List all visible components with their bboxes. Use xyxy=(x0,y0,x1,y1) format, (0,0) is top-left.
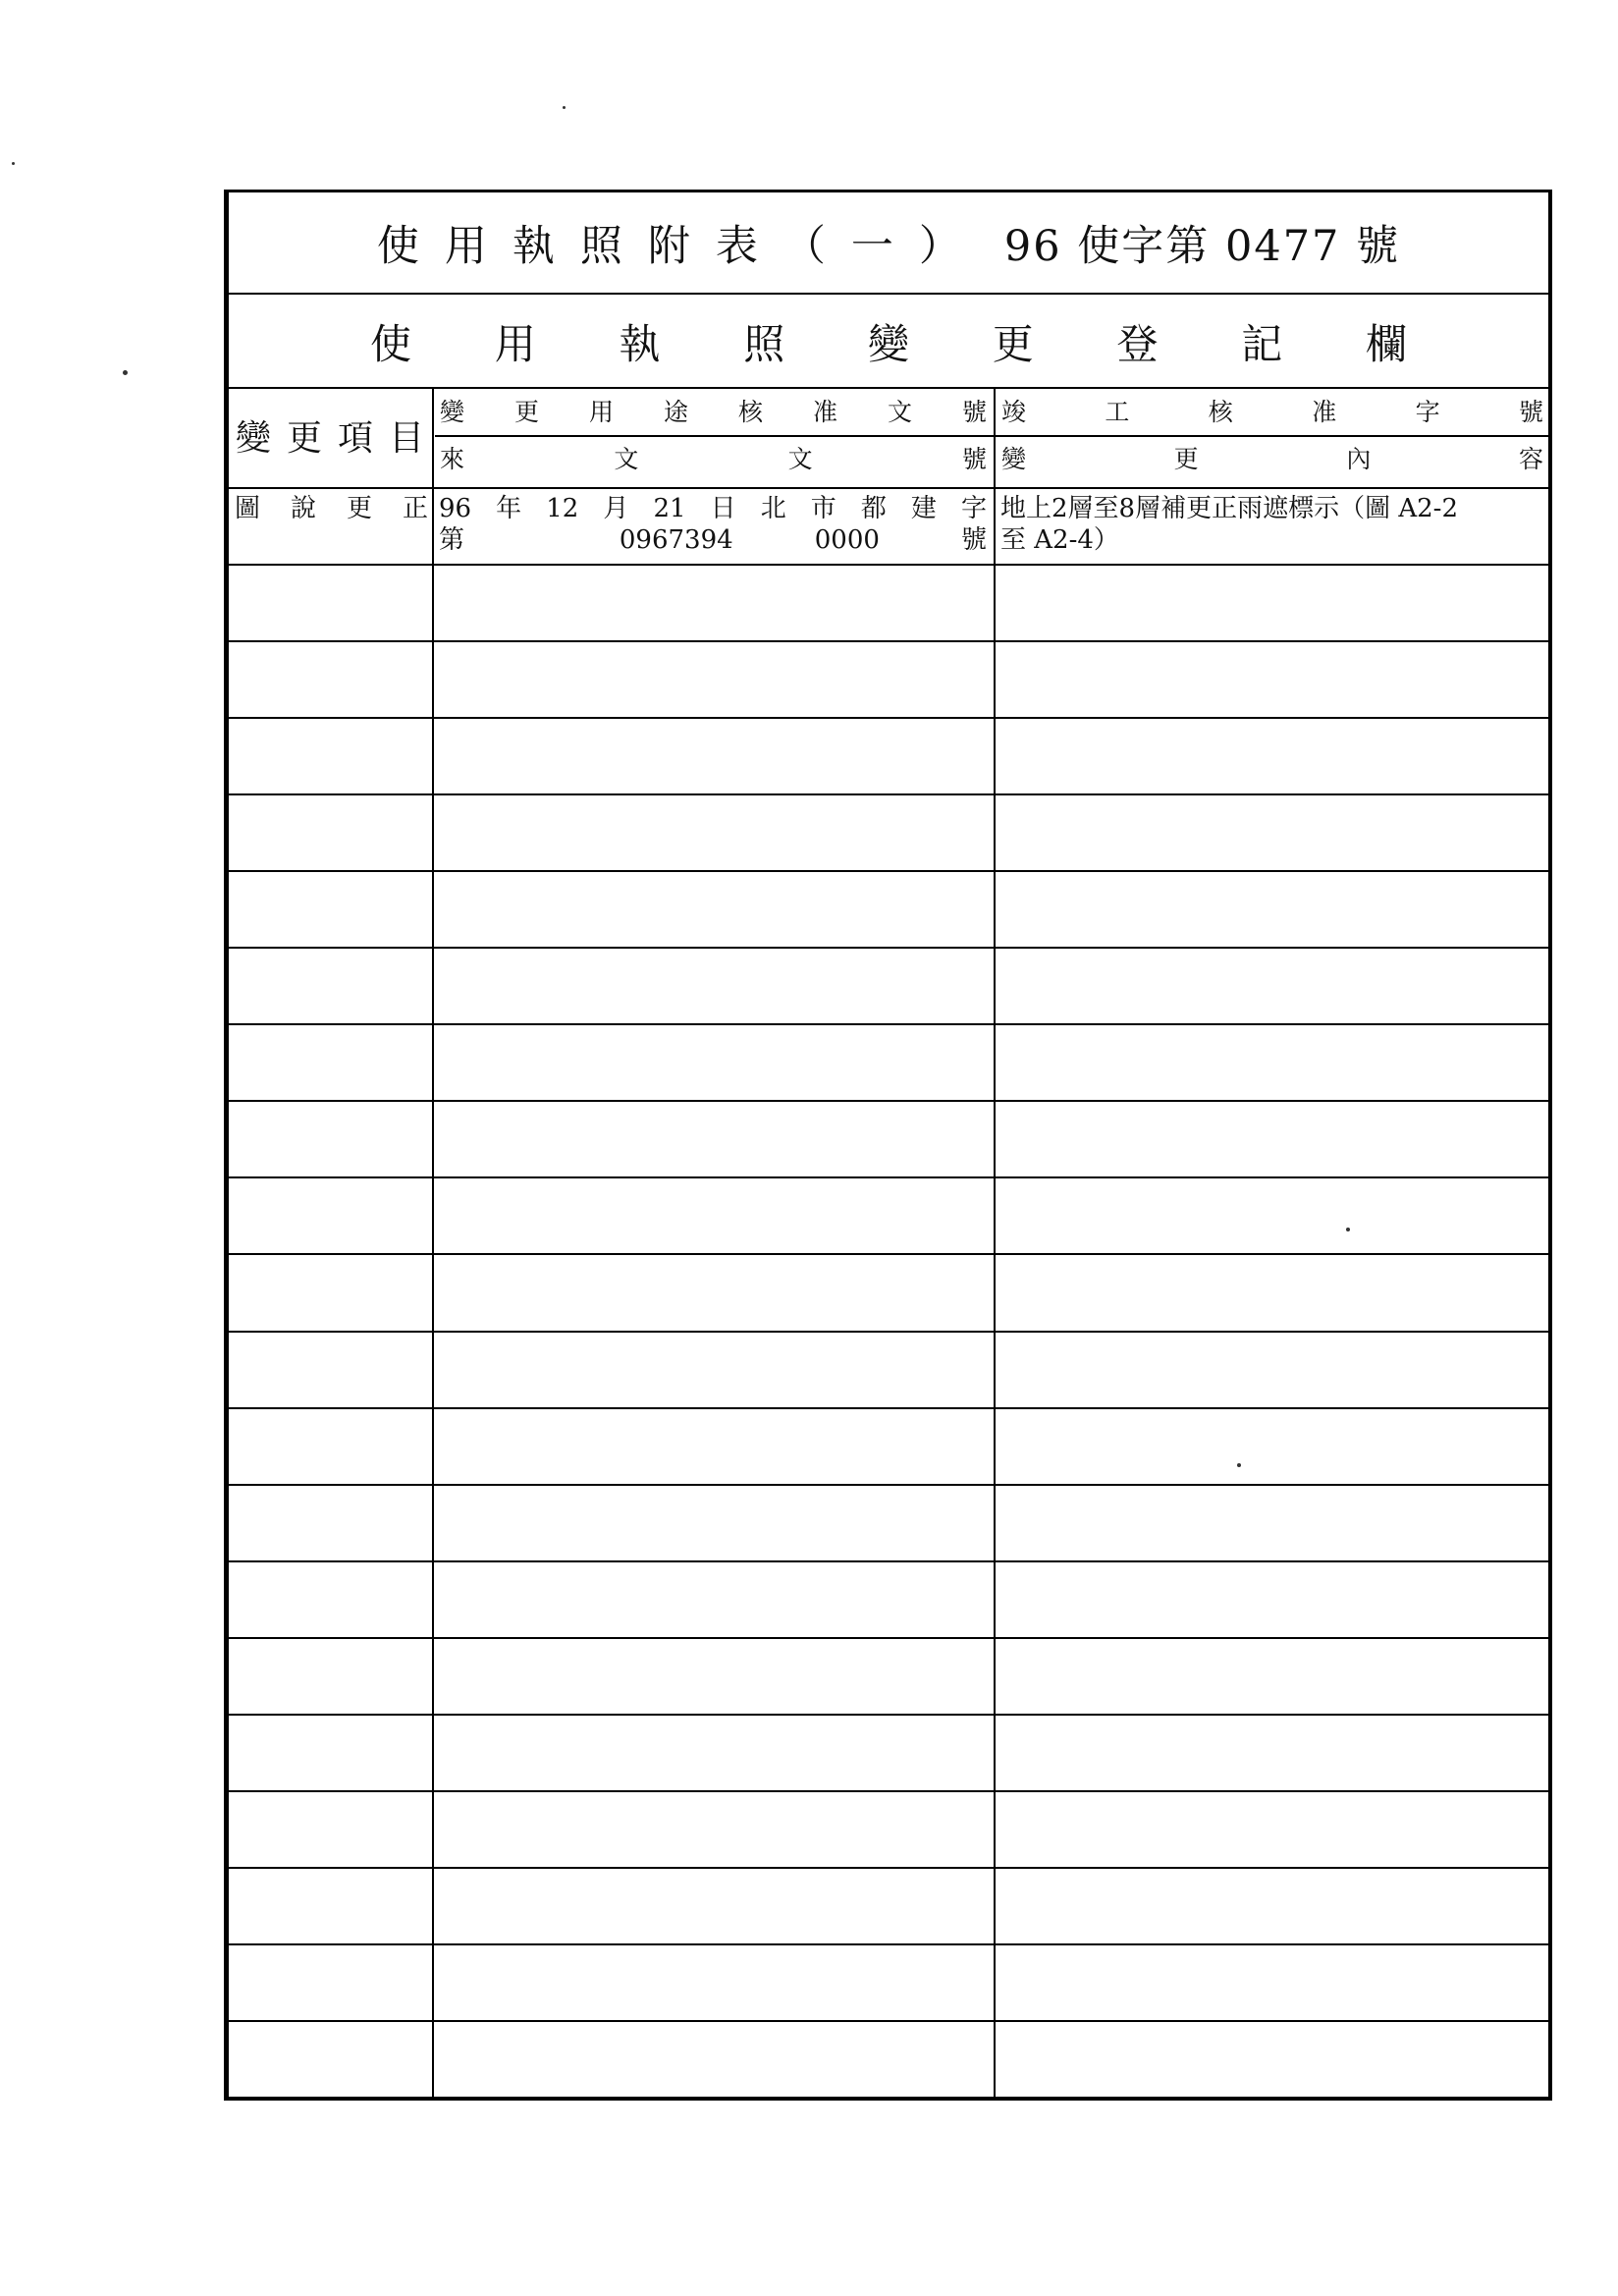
scan-speck xyxy=(1346,1228,1350,1231)
blank-row-divider xyxy=(229,2020,1548,2022)
form-subtitle xyxy=(229,295,1548,388)
form-title-main: 使用執照附表（一） xyxy=(376,221,987,271)
blank-row-divider xyxy=(229,1100,1548,1102)
header-bottom-divider xyxy=(229,487,1548,489)
col-divider-2 xyxy=(994,389,996,2097)
change-item-header xyxy=(232,389,430,487)
scan-speck xyxy=(1237,1463,1241,1467)
row-1-content-line-2: 至 A2-4） xyxy=(1000,525,1119,555)
incoming-doc-no-header: 來文文號 xyxy=(440,445,987,473)
blank-row-divider xyxy=(229,1331,1548,1333)
header-mid-divider xyxy=(435,435,1548,437)
scan-speck xyxy=(563,106,566,109)
blank-row-divider xyxy=(229,1407,1548,1409)
change-item-header-label: 變更項目 xyxy=(236,417,424,459)
blank-row-divider xyxy=(229,1943,1548,1945)
blank-row-divider xyxy=(229,1637,1548,1639)
blank-row-divider xyxy=(229,793,1548,795)
form-title xyxy=(229,192,1548,293)
scan-speck xyxy=(12,162,15,165)
blank-row-divider xyxy=(229,1867,1548,1869)
blank-row-divider xyxy=(229,1484,1548,1486)
row-1-divider xyxy=(229,564,1548,566)
row-1-change-content xyxy=(998,490,1549,564)
license-number: 96 使字第 0477 號 xyxy=(1003,221,1401,271)
blank-row-divider xyxy=(229,1023,1548,1025)
blank-row-divider xyxy=(229,1176,1548,1178)
blank-row-divider xyxy=(229,1560,1548,1562)
subtitle-text: 使用執照變更登記欄 xyxy=(370,319,1407,368)
blank-row-divider xyxy=(229,717,1548,719)
blank-row-divider xyxy=(229,947,1548,949)
col-divider-1 xyxy=(432,389,434,2097)
approval-doc-no-header: 變更用途核准文號 xyxy=(440,398,987,426)
row-1-doc-number xyxy=(436,490,993,564)
scan-speck xyxy=(123,370,128,375)
completion-approval-no-header: 竣工核准字號 xyxy=(1001,398,1543,426)
blank-row-divider xyxy=(229,1714,1548,1716)
change-content-header: 變更內容 xyxy=(1001,445,1543,473)
blank-row-divider xyxy=(229,1790,1548,1792)
blank-row-divider xyxy=(229,870,1548,872)
row-1-doc-line-1: 96年12月21日北市都建字 xyxy=(439,494,987,523)
row-1-content-line-1: 地上2層至8層補更正雨遮標示（圖 A2-2 xyxy=(1000,494,1458,523)
blank-row-divider xyxy=(229,640,1548,642)
row-1-doc-line-2: 第 0967394 0000 號 xyxy=(439,525,987,555)
change-registration-form xyxy=(224,190,1552,2101)
blank-row-divider xyxy=(229,1253,1548,1255)
row-1-change-item: 圖說更正 xyxy=(235,494,428,523)
